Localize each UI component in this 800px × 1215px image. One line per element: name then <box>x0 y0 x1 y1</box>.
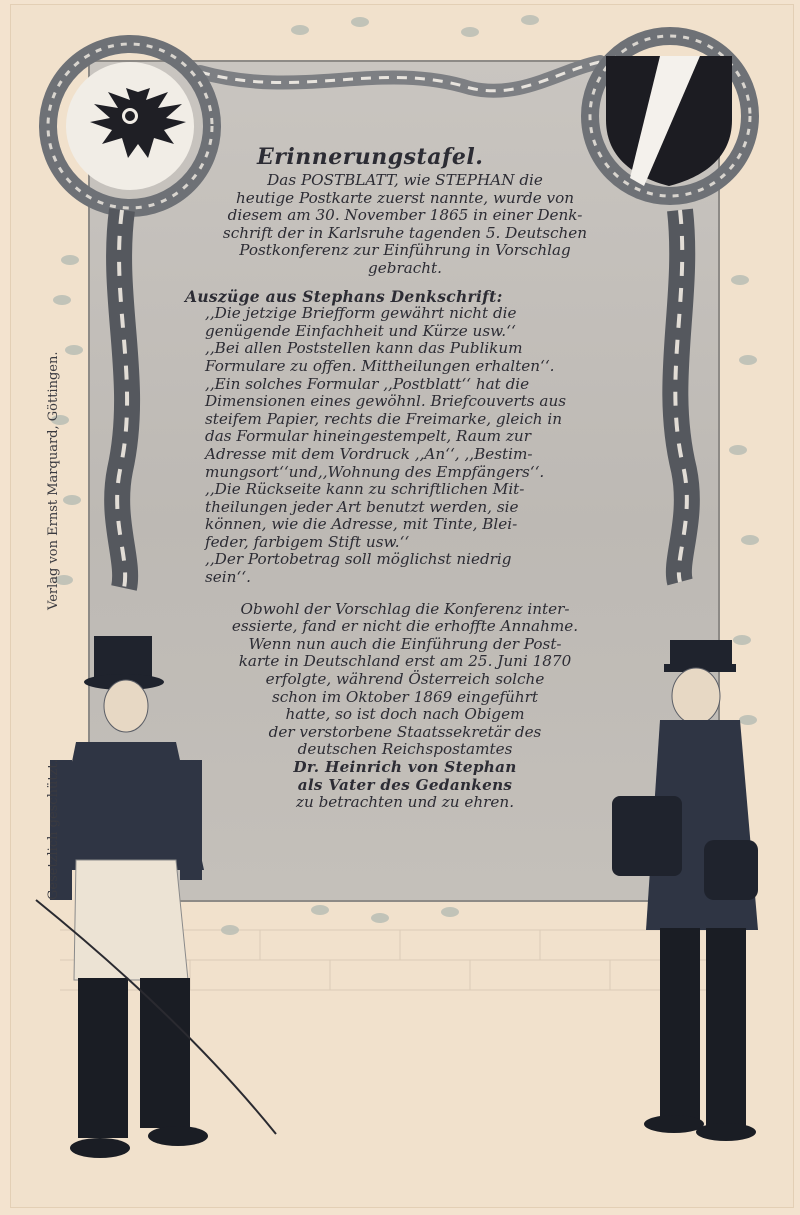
closing-paragraph <box>185 601 625 812</box>
postman-figure-right <box>612 640 758 1141</box>
closing-line: karte in Deutschland erst am 25. Juni 1870 <box>238 652 572 671</box>
intro-line: schrift der in Karlsruhe tagenden 5. Deutschen <box>222 223 588 242</box>
intro-line: gebracht. <box>368 258 442 277</box>
publisher-imprint: Verlag von Ernst Marquard, Göttingen. <box>46 351 61 610</box>
quote-line: Dimensionen eines gewöhnl. Briefcouverts aus <box>205 392 567 411</box>
tablet-text <box>185 142 625 812</box>
excerpt-heading: Auszüge aus Stephans Denkschrift: <box>185 286 503 306</box>
closing-line: essierte, fand er nicht die erhoffte Annahme. <box>231 617 579 636</box>
left-hanging-garland <box>117 210 127 588</box>
quote-line: mungsort‘‘und,,Wohnung des Empfängers‘‘. <box>205 462 545 481</box>
quote-line: ,,Ein solches Formular ,,Postblatt‘‘ hat die <box>205 374 530 393</box>
quote-line: sein‘‘. <box>205 568 251 587</box>
stephan-name: Dr. Heinrich von Stephan <box>293 758 517 776</box>
closing-line: erfolgte, während Österreich solche <box>265 670 545 689</box>
quote-line: können, wie die Adresse, mit Tinte, Blei- <box>205 515 518 534</box>
closing-line: hatte, so ist doch nach Obigem <box>285 705 525 724</box>
closing-line: deutschen Reichspostamtes <box>297 740 513 759</box>
intro-paragraph <box>185 172 625 278</box>
father-of-idea: als Vater des Gedankens <box>297 775 513 794</box>
intro-line: diesem am 30. November 1865 in einer Denk- <box>227 206 583 225</box>
tablet-title: Erinnerungstafel. <box>257 144 484 170</box>
intro-line: Das POSTBLATT, wie STEPHAN die <box>267 171 543 189</box>
side-margin <box>24 0 61 1215</box>
quote-line: ,,Die jetzige Briefform gewährt nicht die <box>205 304 517 323</box>
intro-line: Postkonferenz zur Einführung in Vorschlag <box>239 241 571 260</box>
closing-line: der verstorbene Staatssekretär des <box>268 722 542 741</box>
quote-line: genügende Einfachheit und Kürze usw.‘‘ <box>205 321 516 340</box>
quote-line: ,,Bei allen Poststellen kann das Publikum <box>205 339 523 358</box>
right-hanging-garland <box>675 210 687 582</box>
quote-line: Adresse mit dem Vordruck ,,An‘‘, ,,Bestim- <box>205 444 533 463</box>
quote-line: ,,Der Portobetrag soll möglichst niedrig <box>205 550 512 569</box>
quote-line: feder, farbigem Stift usw.‘‘ <box>205 532 410 551</box>
quote-block <box>185 305 625 587</box>
closing-line: Obwohl der Vorschlag die Konferenz inter- <box>240 599 570 618</box>
copyright-note: Gesetzlich geschützt. <box>46 759 61 900</box>
quote-line: Formulare zu offen. Mittheilungen erhalten‘‘. <box>205 356 555 375</box>
quote-line: das Formular hineingestempelt, Raum zur <box>205 427 531 446</box>
final-line: zu betrachten und zu ehren. <box>295 793 515 812</box>
closing-line: schon im Oktober 1869 eingeführt <box>272 687 538 706</box>
quote-line: ,,Die Rückseite kann zu schriftlichen Mit- <box>205 480 525 499</box>
intro-line: heutige Postkarte zuerst nannte, wurde von <box>235 188 575 207</box>
quote-line: steifem Papier, rechts die Freimarke, gleich in <box>205 409 563 428</box>
closing-line: Wenn nun auch die Einführung der Post- <box>248 634 562 653</box>
quote-line: theilungen jeder Art benutzt werden, sie <box>205 497 519 516</box>
